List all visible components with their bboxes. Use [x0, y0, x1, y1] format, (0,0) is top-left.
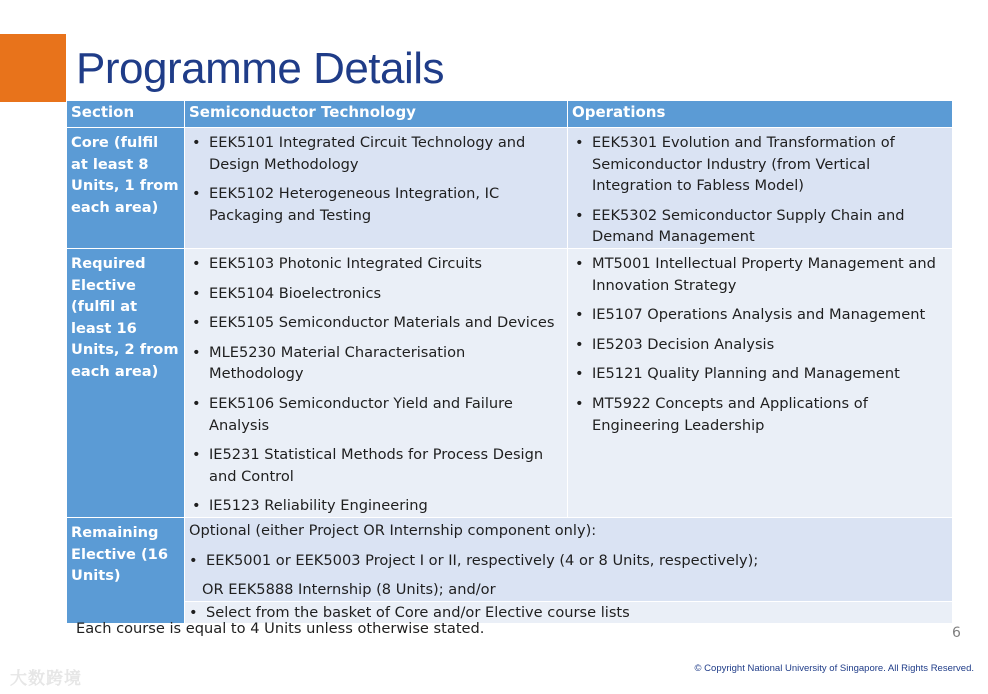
list-item: • IE5121 Quality Planning and Management	[574, 363, 944, 385]
list-item: • MLE5230 Material Characterisation Methodology	[191, 342, 559, 385]
list-item: • IE5123 Reliability Engineering	[191, 495, 559, 517]
required-operations-cell	[568, 248, 953, 517]
remaining-elective-internship-option: OR EEK5888 Internship (8 Units); and/or	[202, 581, 496, 599]
section-required-elective-label: Required Elective (fulfil at least 16 Units, 2 from each area)	[67, 248, 185, 517]
header-section: Section	[67, 101, 185, 128]
core-semiconductor-cell	[185, 128, 568, 249]
list-item: • IE5107 Operations Analysis and Management	[574, 304, 944, 326]
section-remaining-elective-label: Remaining Elective (16 Units)	[67, 517, 185, 623]
remaining-elective-bullet-basket: • Select from the basket of Core and/or Elective course lists	[185, 602, 952, 624]
list-item: • EEK5102 Heterogeneous Integration, IC Packaging and Testing	[191, 183, 559, 226]
row-remaining-elective	[67, 517, 953, 601]
row-core	[67, 128, 953, 249]
programme-table	[66, 100, 953, 624]
header-semiconductor-technology: Semiconductor Technology	[185, 101, 568, 128]
core-semiconductor-list	[191, 132, 559, 226]
orange-accent-block	[0, 34, 66, 102]
core-operations-list	[574, 132, 944, 248]
list-item: • EEK5106 Semiconductor Yield and Failure Analysis	[191, 393, 559, 436]
page-title: Programme Details	[76, 44, 445, 93]
list-item: • EEK5103 Photonic Integrated Circuits	[191, 253, 559, 275]
table-header-row	[67, 101, 953, 128]
remaining-elective-cell	[185, 517, 953, 601]
list-item: • EEK5101 Integrated Circuit Technology and Design Methodology	[191, 132, 559, 175]
row-required-elective	[67, 248, 953, 517]
list-item: • EEK5301 Evolution and Transformation of Semiconductor Industry (from Vertical Integration to Fabless Model)	[574, 132, 944, 197]
list-item: • EEK5105 Semiconductor Materials and Devices	[191, 312, 559, 334]
list-item: • IE5231 Statistical Methods for Process Design and Control	[191, 444, 559, 487]
required-semiconductor-list	[191, 253, 559, 517]
remaining-elective-bullet-project: • EEK5001 or EEK5003 Project I or II, respectively (4 or 8 Units, respectively);	[185, 550, 952, 572]
list-item: • MT5001 Intellectual Property Management and Innovation Strategy	[574, 253, 944, 296]
list-item: • IE5203 Decision Analysis	[574, 334, 944, 356]
footnote: Each course is equal to 4 Units unless otherwise stated.	[76, 620, 485, 637]
required-semiconductor-cell	[185, 248, 568, 517]
list-item: • MT5922 Concepts and Applications of Engineering Leadership	[574, 393, 944, 436]
header-operations: Operations	[568, 101, 953, 128]
page-number: 6	[952, 625, 961, 641]
watermark-logo: 大数跨境	[10, 669, 82, 688]
required-operations-list	[574, 253, 944, 436]
remaining-elective-intro: Optional (either Project OR Internship component only):	[189, 521, 597, 539]
list-item: • EEK5302 Semiconductor Supply Chain and Demand Management	[574, 205, 944, 248]
list-item: • EEK5104 Bioelectronics	[191, 283, 559, 305]
core-operations-cell	[568, 128, 953, 249]
section-core-label: Core (fulfil at least 8 Units, 1 from each area)	[67, 128, 185, 249]
copyright-notice: © Copyright National University of Singapore. All Rights Reserved.	[694, 663, 974, 674]
